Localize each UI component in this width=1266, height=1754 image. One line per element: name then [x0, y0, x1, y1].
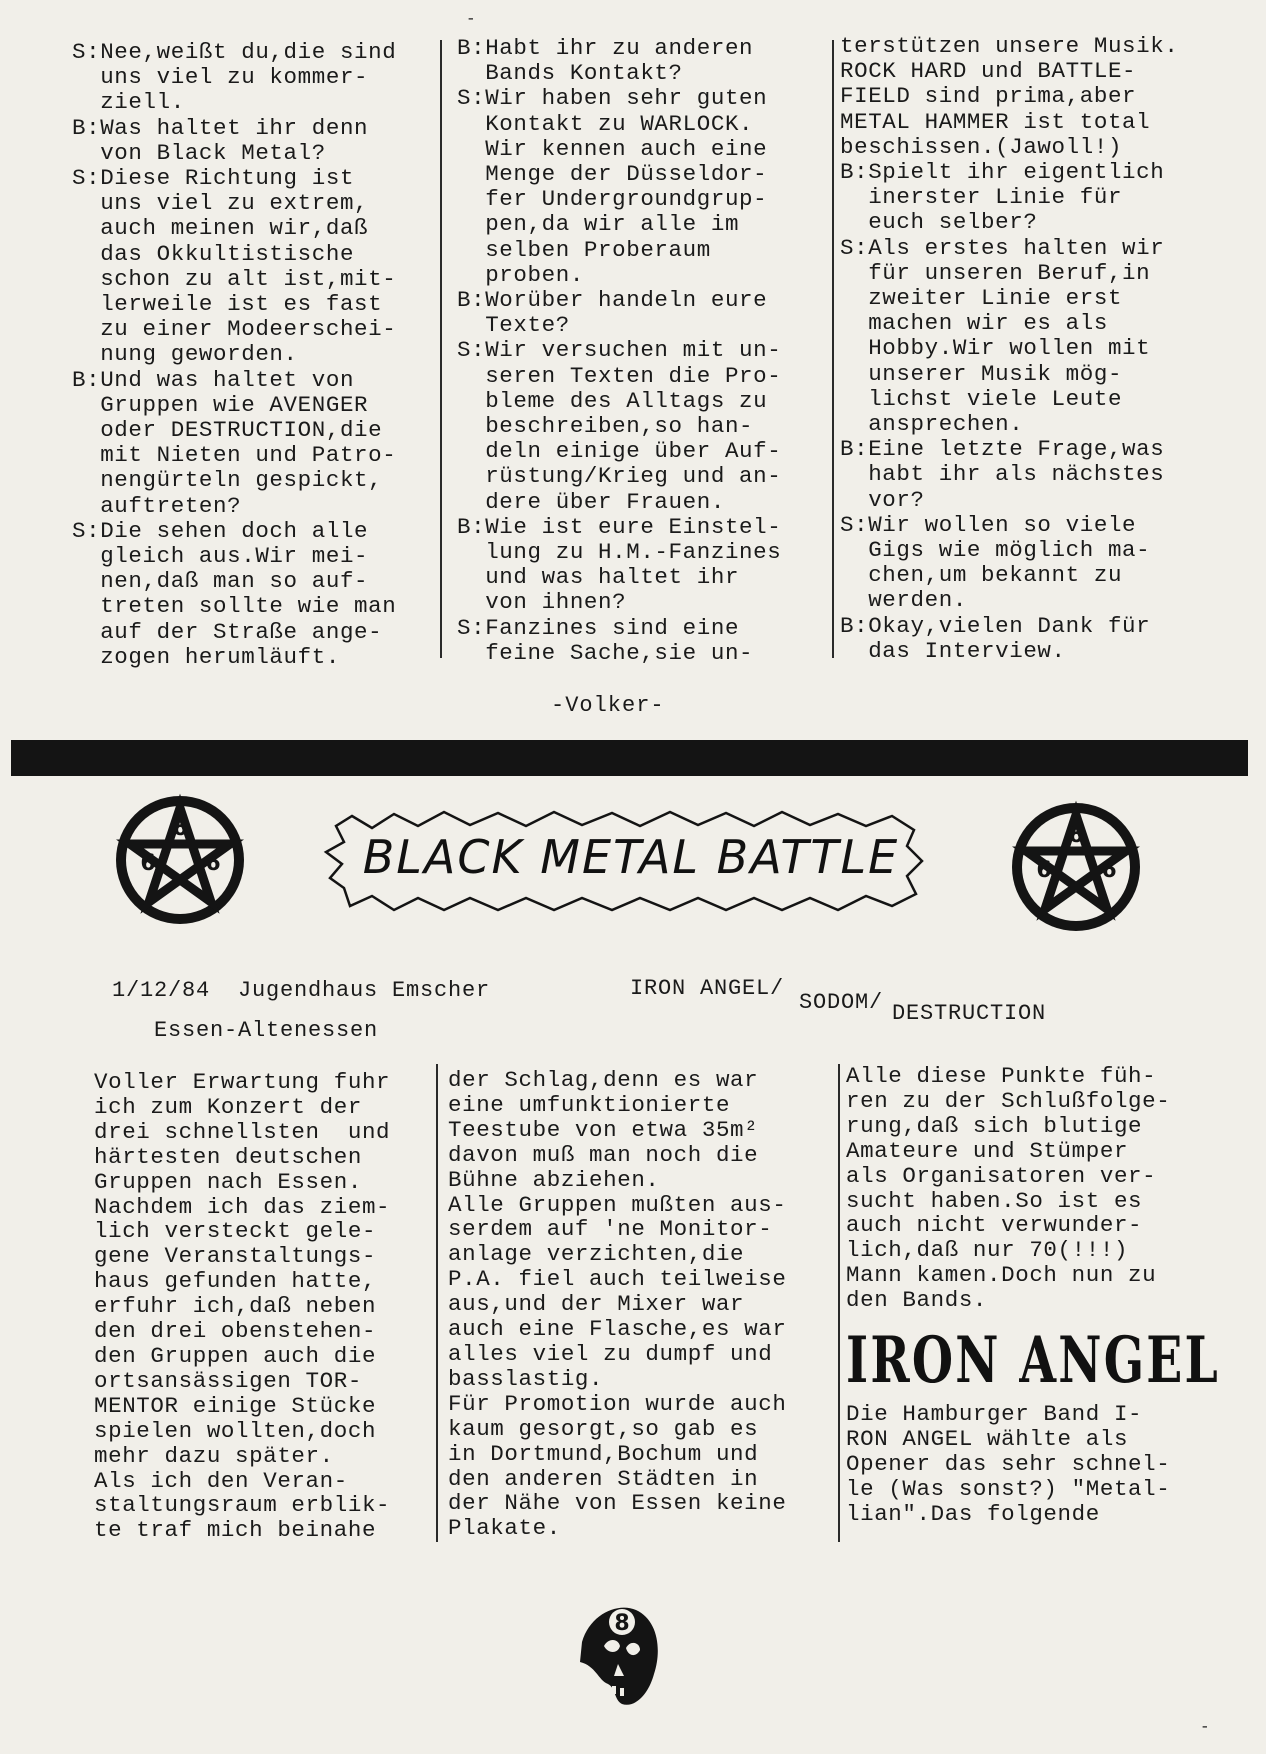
section-divider-bar [11, 740, 1248, 776]
stray-mark: - [1200, 1718, 1210, 1736]
pentagram-digit: 6 [140, 851, 156, 876]
event-band-2: SODOM/ [799, 990, 884, 1015]
pentagram-icon [110, 790, 250, 930]
report-column-3-continued: Die Hamburger Band I- RON ANGEL wählte als Opener das sehr schnel- le (Was sonst?) "Metal- lian".Das folgende [846, 1401, 1171, 1527]
pentagram-digit: 6 [205, 851, 221, 876]
author-signature: -Volker- [551, 693, 665, 718]
pentagram-digit: 6 [1068, 823, 1084, 848]
interview-column-3: terstützen unsere Musik. ROCK HARD und BATTLE- FIELD sind prima,aber METAL HAMMER ist total beschissen.(Jawoll!) B:Spielt ihr eigentlich inerster Linie für euch selber? S:Als erstes halten wir für unseren Beruf,in zweiter Linie erst machen wir es als Hobby.Wir wollen mit unserer Musik mög- lichst viele Leute ansprechen. B:Eine letzte Frage,was habt ihr als nächstes vor? S:Wir wollen so viele Gigs wie möglich ma- chen,um bekannt zu werden. B:Okay,vielen Dank für das Interview. [840, 33, 1179, 664]
report-column-2: der Schlag,denn es war eine umfunktionierte Teestube von etwa 35m² davon muß man noch die Bühne abziehen. Alle Gruppen mußten aus- serdem auf 'ne Monitor- anlage verzichten,die P.A. fiel auch teilweise aus,und der Mixer war auch eine Flasche,es war alles viel zu dumpf und basslastig. Für Promotion wurde auch kaum gesorgt,so gab es in Dortmund,Bochum und den anderen Städten in der Nähe von Essen keine Plakate. [448, 1067, 787, 1542]
pentagram-digit: 6 [172, 816, 188, 841]
event-city: Essen-Altenessen [154, 1018, 379, 1043]
band-logo-iron-angel [846, 1312, 1226, 1398]
interview-column-1: S:Nee,weißt du,die sind uns viel zu kommer- ziell. B:Was haltet ihr denn von Black Metal? S:Diese Richtung ist uns viel zu extrem, auch meinen wir,daß das Okkultistische schon zu alt ist,mit- lerweile ist es fast zu einer Modeerschei- nung geworden. B:Und was haltet von Gruppen wie AVENGER oder DESTRUCTION,die mit Nieten und Patro- nengürteln gespickt, auftreten? S:Die sehen doch alle gleich aus.Wir mei- nen,daß man so auf- treten sollte wie man auf der Straße ange- zogen herumläuft. [72, 39, 397, 670]
interview-column-2: B:Habt ihr zu anderen Bands Kontakt? S:Wir haben sehr guten Kontakt zu WARLOCK. Wir kennen auch eine Menge der Düsseldor- fer Undergroundgrup- pen,da wir alle im selben Proberaum proben. B:Worüber handeln eure Texte? S:Wir versuchen mit un- seren Texten die Pro- bleme des Alltags zu beschreiben,so han- deln einige über Auf- rüstung/Krieg und an- dere über Frauen. B:Wie ist eure Einstel- lung zu H.M.-Fanzines und was haltet ihr von ihnen? S:Fanzines sind eine feine Sache,sie un- [457, 35, 782, 666]
page-number: 8 [614, 1611, 630, 1636]
pentagram-digit: 6 [1036, 858, 1052, 883]
pentagram-icon [1006, 797, 1146, 937]
column-divider [838, 1064, 840, 1542]
event-band-1: IRON ANGEL/ [630, 976, 785, 1001]
banner-title: BLACK METAL BATTLE [362, 830, 900, 884]
report-column-1: Voller Erwartung fuhr ich zum Konzert der drei schnellsten und härtesten deutschen Gruppen nach Essen. Nachdem ich das ziem- lich versteckt gele- gene Veranstaltungs- haus gefunden hatte, erfuhr ich,daß neben den drei obenstehen- den Gruppen auch die ortsansässigen TOR- MENTOR einige Stücke spielen wollten,doch mehr dazu später. Als ich den Veran- staltungsraum erblik- te traf mich beinahe [94, 1069, 391, 1544]
column-divider [440, 40, 442, 658]
pentagram-digit: 6 [1101, 858, 1117, 883]
column-divider [832, 40, 834, 658]
event-banner [322, 806, 940, 916]
event-date-venue: 1/12/84 Jugendhaus Emscher [112, 978, 491, 1003]
column-divider [436, 1064, 438, 1542]
event-band-3: DESTRUCTION [892, 1001, 1047, 1026]
skull-page-number-badge [574, 1600, 664, 1710]
band-logo-text: IRON ANGEL [846, 1323, 1220, 1398]
stray-mark: - [466, 10, 476, 28]
report-column-3: Alle diese Punkte füh- ren zu der Schlußfolge- rung,daß sich blutige Amateure und Stümper als Organisatoren ver- sucht haben.So ist es auch nicht verwunder- lich,daß nur 70(!!!) Mann kamen.Doch nun zu den Bands. [846, 1063, 1171, 1314]
